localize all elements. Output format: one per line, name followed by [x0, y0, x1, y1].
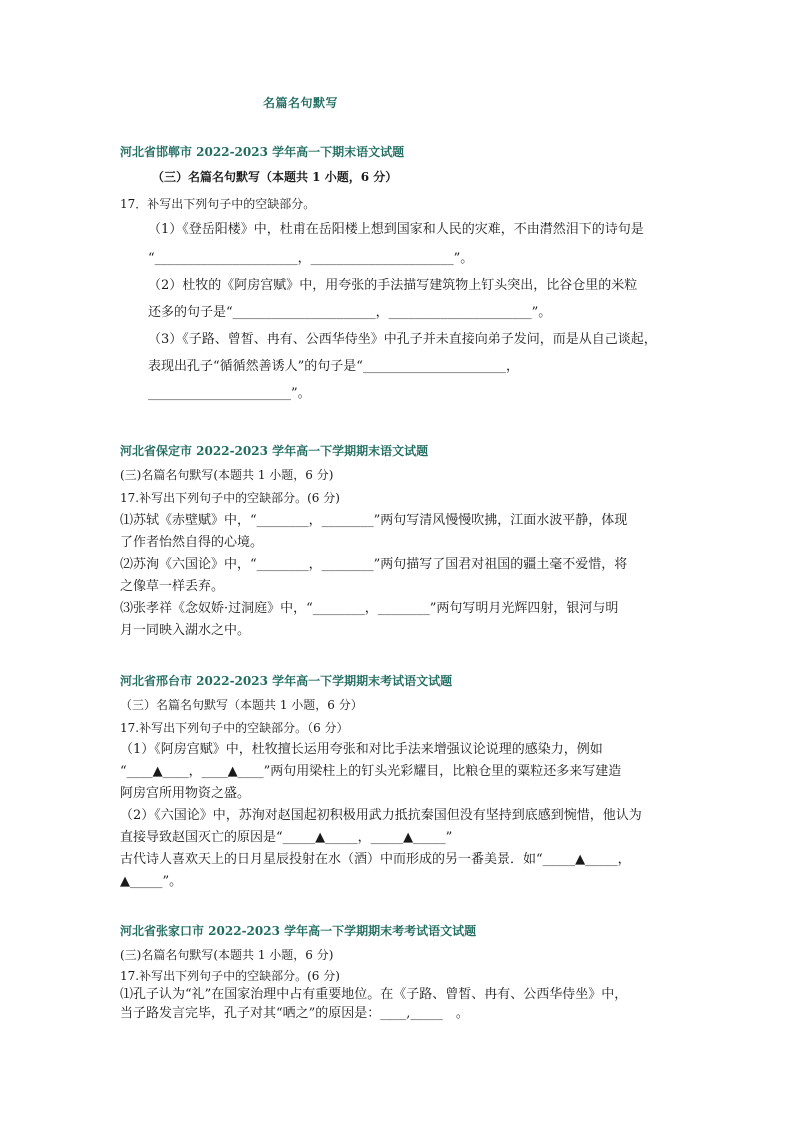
section-heading-xingtai: 河北省邢台市 2022-2023 学年高一下学期期末考试语文试题	[120, 674, 453, 688]
question-number: 17.补写出下列句子中的空缺部分。(6 分)	[120, 969, 340, 983]
blank-line: ______________________”。	[148, 386, 311, 401]
question-number: 17.补写出下列句子中的空缺部分。(6 分)	[120, 491, 340, 505]
blank-line: ▲_____”。	[120, 874, 183, 889]
question-text: 还多的句子是“______________________，______________________”。	[148, 305, 552, 320]
question-text: （2）杜牧的《阿房宫赋》中，用夸张的手法描写建筑物上钉头突出，比谷仓里的米粒	[148, 278, 638, 293]
question-text: “____▲____，____▲____”两句用梁柱上的钉头光彩耀目，比粮仓里的粟粒还多来写建造	[120, 764, 622, 779]
question-text: 之像草一样丢弃。	[120, 579, 225, 594]
question-text: 当子路发言完毕，孔子对其“哂之”的原因是：____,_____ 。	[120, 1006, 469, 1021]
question-number: 17．补写出下列句子中的空缺部分。	[120, 197, 316, 211]
section-subheading: (三)名篇名句默写(本题共 1 小题，6 分)	[120, 468, 334, 482]
question-text: ⑴孔子认为“礼”在国家治理中占有重要地位。在《子路、曾皙、冉有、公西华侍坐》中，	[120, 987, 628, 1002]
question-text: ⑵苏洵《六国论》中，“________，________”两句描写了国君对祖国的疆土毫不爱惜，将	[120, 557, 628, 572]
question-text: 阿房宫所用物资之盛。	[120, 786, 251, 801]
question-text: ⑴苏轼《赤壁赋》中，“________，________”两句写清风慢慢吹拂，江面水波平静，体现	[120, 513, 628, 528]
question-number: 17.补写出下列句子中的空缺部分。（6 分）	[120, 721, 349, 735]
question-text: ⑶张孝祥《念奴娇·过洞庭》中，“________，________”两句写明月光辉四射，银河与明	[120, 601, 619, 616]
question-text: （1）《阿房宫赋》中，杜牧擅长运用夸张和对比手法来增强议论说理的感染力，例如	[120, 742, 603, 757]
question-text: 了作者怡然自得的心境。	[120, 535, 264, 550]
section-heading-zhangjiakou: 河北省张家口市 2022-2023 学年高一下学期期末考考试语文试题	[120, 924, 477, 938]
question-text: 直接导致赵国灭亡的原因是“_____▲_____，_____▲_____”	[120, 830, 453, 845]
blank-line: “______________________，______________________”。	[148, 251, 474, 266]
section-subheading: (三)名篇名句默写(本题共 1 小题，6 分)	[120, 948, 334, 962]
section-subheading: （三）名篇名句默写（本题共 1 小题，6 分）	[152, 170, 398, 184]
section-heading-baoding: 河北省保定市 2022-2023 学年高一下学期期末语文试题	[120, 444, 429, 458]
question-text: 古代诗人喜欢天上的日月星辰投射在水（酒）中而形成的另一番美景．如“_____▲_____，	[120, 852, 631, 867]
question-text: （2）《六国论》中，苏洵对赵国起初积极用武力抵抗秦国但没有坚持到底感到惋惜，他认为	[120, 808, 642, 823]
section-heading-handan: 河北省邯郸市 2022-2023 学年高一下期末语文试题	[120, 145, 405, 159]
document-title: 名篇名句默写	[263, 96, 339, 110]
question-text: 表现出孔子“循循然善诱人”的句子是“______________________，	[148, 359, 519, 374]
question-text: 月一同映入湖水之中。	[120, 623, 251, 638]
question-text: （3）《子路、曾皙、冉有、公西华侍坐》中孔子并未直接向弟子发问，而是从自己谈起，	[148, 332, 657, 347]
section-subheading: （三）名篇名句默写（本题共 1 小题，6 分）	[120, 698, 363, 712]
question-text: （1）《登岳阳楼》中，杜甫在岳阳楼上想到国家和人民的灾难，不由潸然泪下的诗句是	[148, 222, 644, 237]
